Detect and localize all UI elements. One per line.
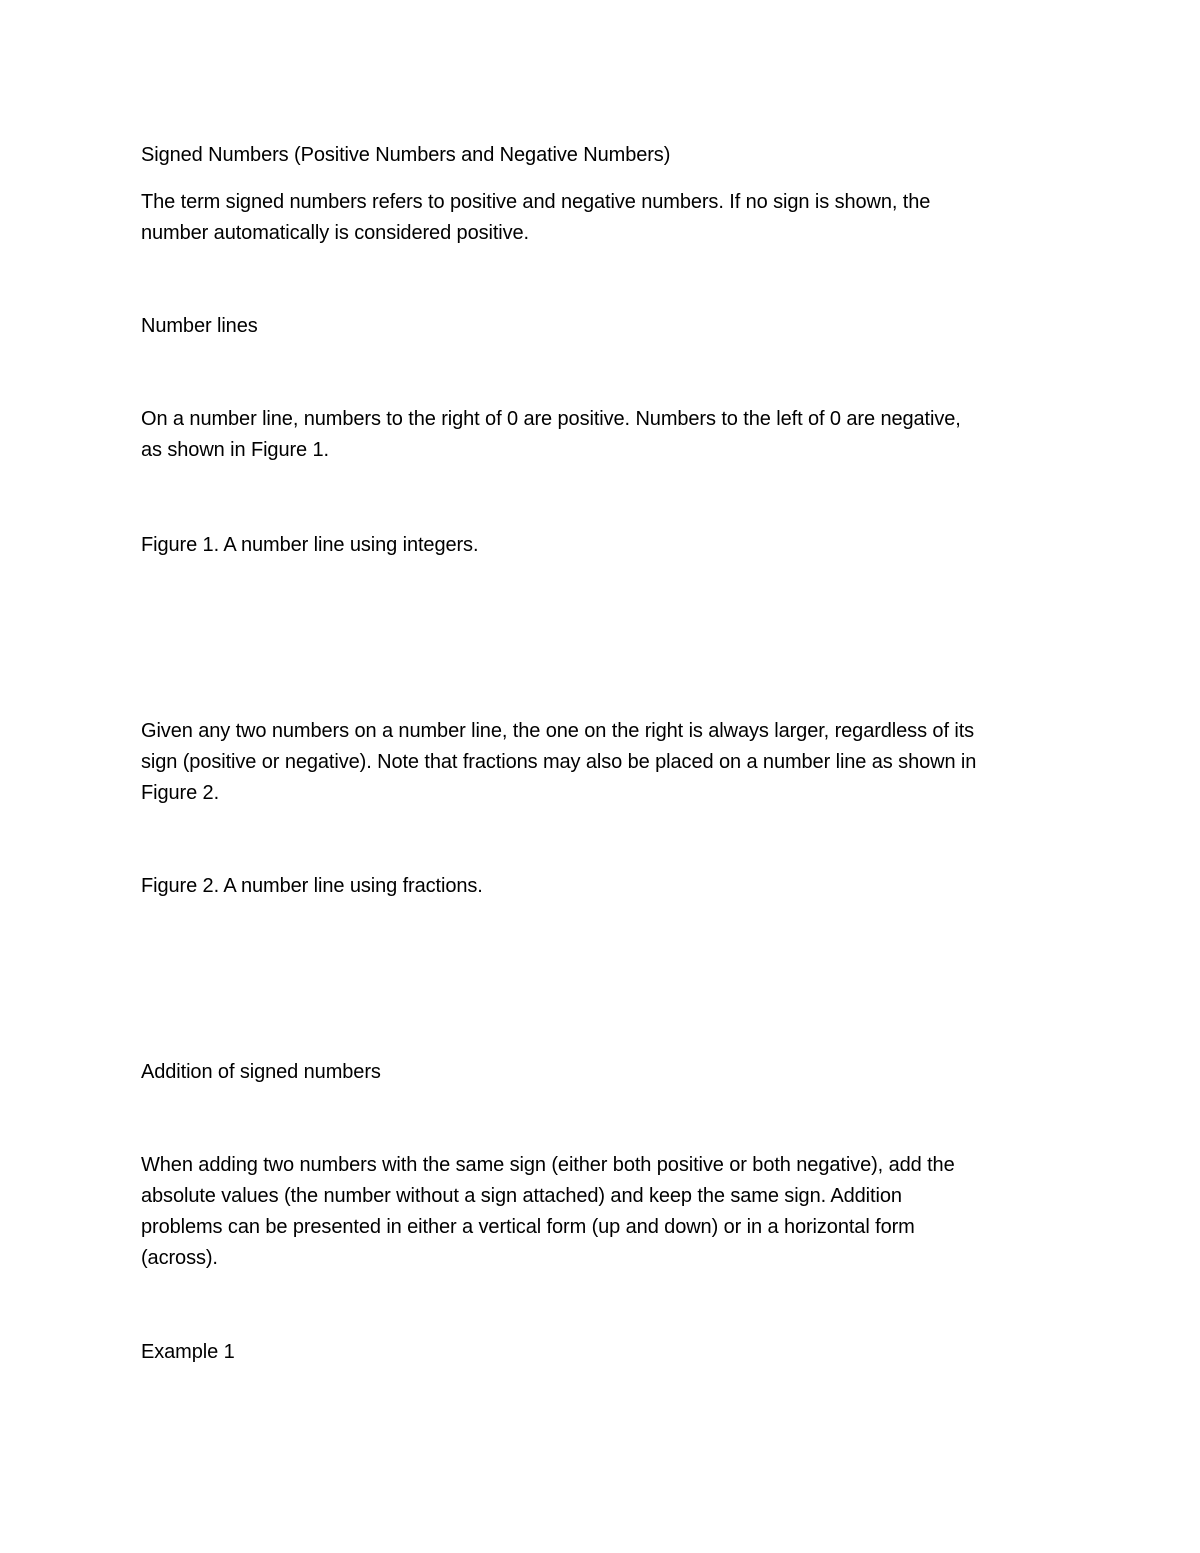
comparison-paragraph-line: Given any two numbers on a number line, the one on the right is always larger, regardless of its bbox=[141, 720, 975, 742]
intro-paragraph-line: The term signed numbers refers to positive and negative numbers. If no sign is shown, the bbox=[141, 191, 931, 213]
figure-2-caption: Figure 2. A number line using fractions. bbox=[141, 875, 483, 897]
comparison-paragraph-line: Figure 2. bbox=[141, 782, 220, 804]
addition-paragraph-line: problems can be presented in either a vertical form (up and down) or in a horizontal form bbox=[141, 1216, 915, 1238]
addition-paragraph-line: absolute values (the number without a sign attached) and keep the same sign. Addition bbox=[141, 1185, 902, 1207]
example-label: Example 1 bbox=[141, 1341, 235, 1363]
section-heading-number-lines: Number lines bbox=[141, 315, 258, 337]
number-lines-paragraph-line: On a number line, numbers to the right of 0 are positive. Numbers to the left of 0 are negative, bbox=[141, 408, 961, 430]
intro-paragraph-line: number automatically is considered positive. bbox=[141, 222, 530, 244]
number-lines-paragraph-line: as shown in Figure 1. bbox=[141, 439, 329, 461]
section-heading-addition: Addition of signed numbers bbox=[141, 1061, 381, 1083]
addition-paragraph-line: (across). bbox=[141, 1247, 218, 1269]
addition-paragraph-line: When adding two numbers with the same sign (either both positive or both negative), add the bbox=[141, 1154, 955, 1176]
figure-1-caption: Figure 1. A number line using integers. bbox=[141, 534, 479, 556]
comparison-paragraph-line: sign (positive or negative). Note that fractions may also be placed on a number line as shown in bbox=[141, 751, 977, 773]
document-title: Signed Numbers (Positive Numbers and Negative Numbers) bbox=[141, 144, 671, 166]
